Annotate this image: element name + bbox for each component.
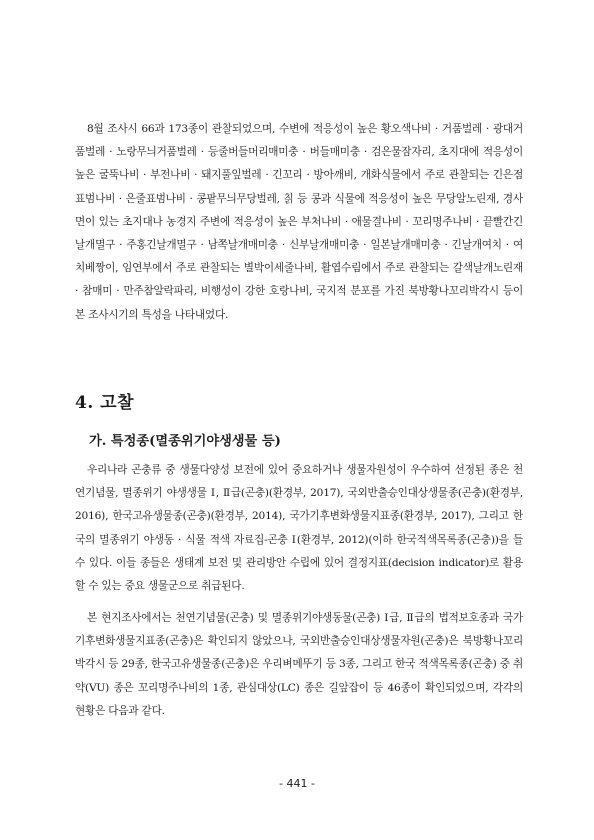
body-paragraph-2: 우리나라 곤충류 중 생물다양성 보전에 있어 중요하거나 생물자원성이 우수하여 선정된 종은 천연기념물, 멸종위기 야생생물 Ⅰ, Ⅱ급(곤충)(환경부, 2017), 국외반출승인대상생물종(곤충)(환경부, 2016), 한국고유생물종(곤충)(환경부, 2014), 국가기후변화생물지표종(환경부, 2017), 그리고 한국의 멸종위기 야생동 · 식물 적색 자료집-곤충 Ⅰ(환경부, 2012)(이하 한국적색목록종(곤충))을 들 수 있다. 이들 종들은 생태계 보전 및 관리방안 수립에 있어 결정지표(decision indicator)로 활용할 수 있는 중요 생물군으로 취급된다. [75, 464, 523, 593]
page-number: - 441 - [279, 777, 315, 790]
section-heading: 4. 고찰 [75, 393, 135, 413]
sub-heading: 가. 특정종(멸종위기야생생물 등) [89, 434, 281, 449]
body-paragraph-1: 8월 조사시 66과 173종이 관찰되었으며, 수변에 적응성이 높은 황오색나비 · 거품벌레 · 광대거품벌레 · 노랑무늬거품벌레 · 등줄버들머리매미충 · 버들매미충 · 검은물잠자리, 초지대에 적응성이 높은 굴뚝나비 · 부전나비 · 돼지풀잎벌레 · 긴꼬리 · 방아깨비, 개화식물에서 주로 관찰되는 긴은점표범나비 · 은줄표범나비 · 콩팥무늬무당벌레, 칡 등 콩과 식물에 적응성이 높은 무당알노린재, 경사면이 있는 초지대나 농경지 주변에 적응성이 높은 부처나비 · 애물결나비 · 꼬리명주나비 · 끝빨간긴날개멸구 · 주홍긴날개멸구 · 남쪽날개매미충 · 신부날개매미충 · 일본날개매미충 · 긴날개여치 · 여치베짱이, 임연부에서 주로 관찰되는 별박이세줄나비, 활엽수림에서 주로 관찰되는 갈색날개노린재 · 참매미 · 만주참알락파리, 비행성이 강한 호랑나비, 국지적 분포를 가진 북방황나꼬리박각시 등이 본 조사시기의 특성을 나타내었다. [75, 123, 523, 321]
body-paragraph-3: 본 현지조사에서는 천연기념물(곤충) 및 멸종위기야생동물(곤충) Ⅰ급, Ⅱ급의 법적보호종과 국가기후변화생물지표종(곤충)은 확인되지 않았으나, 국외반출승인대상생물자원(곤충)은 북방황나꼬리박각시 등 29종, 한국고유생물종(곤충)은 우리벼메뚜기 등 3종, 그리고 한국 적색목록종(곤충) 중 취약(VU) 종은 꼬리명주나비의 1종, 관심대상(LC) 종은 길앞잡이 등 46종이 확인되었으며, 각각의 현황은 다음과 같다. [75, 612, 523, 717]
